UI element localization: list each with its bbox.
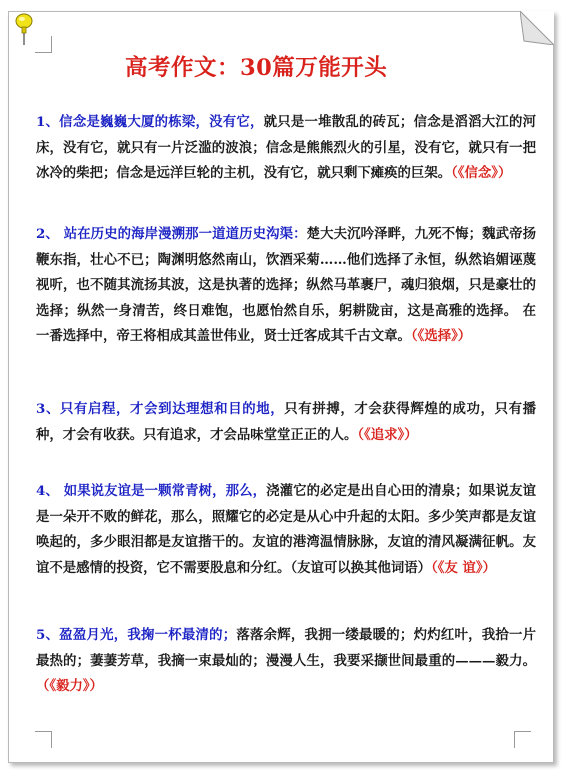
paragraph-2 [36,222,536,350]
document-title: 高考作文：30篇万能开头 [125,55,388,81]
paragraph-lead: 5、盈盈月光，我掬一杯最清的； [36,627,237,643]
folded-corner-icon [520,11,554,45]
paragraph-body: 只有拼搏，才会获得辉煌的成功，只有播种，才会有收获。只有追求，才会品味堂堂正正的人。 [36,401,536,443]
pushpin-icon [11,12,37,46]
paragraph-body: 就只是一堆散乱的砖瓦；信念是滔滔大江的河床，没有它，就只有一片泛滥的波浪；信念是熊熊烈火的引星，没有它，就只有一把冰冷的柴把；信念是远洋巨轮的主机，没有它，就只剩下瘫痪的巨架。 [36,114,536,182]
paragraph-3 [36,397,536,448]
paragraph-lead: 2、 站在历史的海岸漫溯那一道道历史沟渠： [36,226,307,242]
paragraph-topic-tag: （《信念》） [451,165,512,182]
paragraph-body: 落落余辉，我拥一缕最暖的；灼灼红叶，我拾一片最热的；萋萋芳草，我摘一束最灿的；漫漫人生，我要采撷世间最重的———毅力。 [36,627,536,669]
paragraph-lead: 3、只有启程，才会到达理想和目的地， [36,401,285,417]
paragraph-topic-tag: （《毅力》） [36,678,103,695]
paragraph-topic-tag: （《选择》） [410,328,472,345]
paragraph-5 [36,623,536,700]
crop-mark-top-left [35,36,52,53]
paragraph-lead: 4、 如果说友谊是一颗常青树，那么， [36,483,267,499]
paragraph-body: 楚大夫沉吟泽畔，九死不悔；魏武帝扬鞭东指，壮心不已；陶渊明悠然南山，饮酒采菊……他们选择了永恒，纵然谄媚诬蔑 视听，也不随其流扬其波，这是执著的选择；纵然马革裹尸，魂归狼烟，只是豪壮的选择；纵然一身清苦，终日难饱，也愿怡然自乐，躬耕陇亩，这是高雅的选择。 在一番选择中，帝王将相成其盖世伟业，贤士迁客成其千古文章。 [36,226,537,345]
crop-mark-bottom-right [514,731,531,748]
paragraph-1 [36,110,536,187]
paragraph-topic-tag: （《追求》） [357,426,418,443]
crop-mark-bottom-left [35,731,52,748]
paragraph-topic-tag: （《友 谊》） [431,559,496,576]
paragraph-lead: 1、信念是巍巍大厦的栋梁，没有它， [36,114,264,130]
paragraph-body: 浇灌它的必定是出自心田的清泉；如果说友谊是一朵开不败的鲜花，那么，照耀它的必定是从心中升起的太阳。多少笑声都是友谊 唤起的，多少眼泪都是友谊揩干的。友谊的港湾温情脉脉，友谊的清风凝满征帆。友谊不是感情的投资，它不需要股息和分红。（友谊可以换其他词语） [36,483,536,576]
paragraph-4 [36,479,536,581]
